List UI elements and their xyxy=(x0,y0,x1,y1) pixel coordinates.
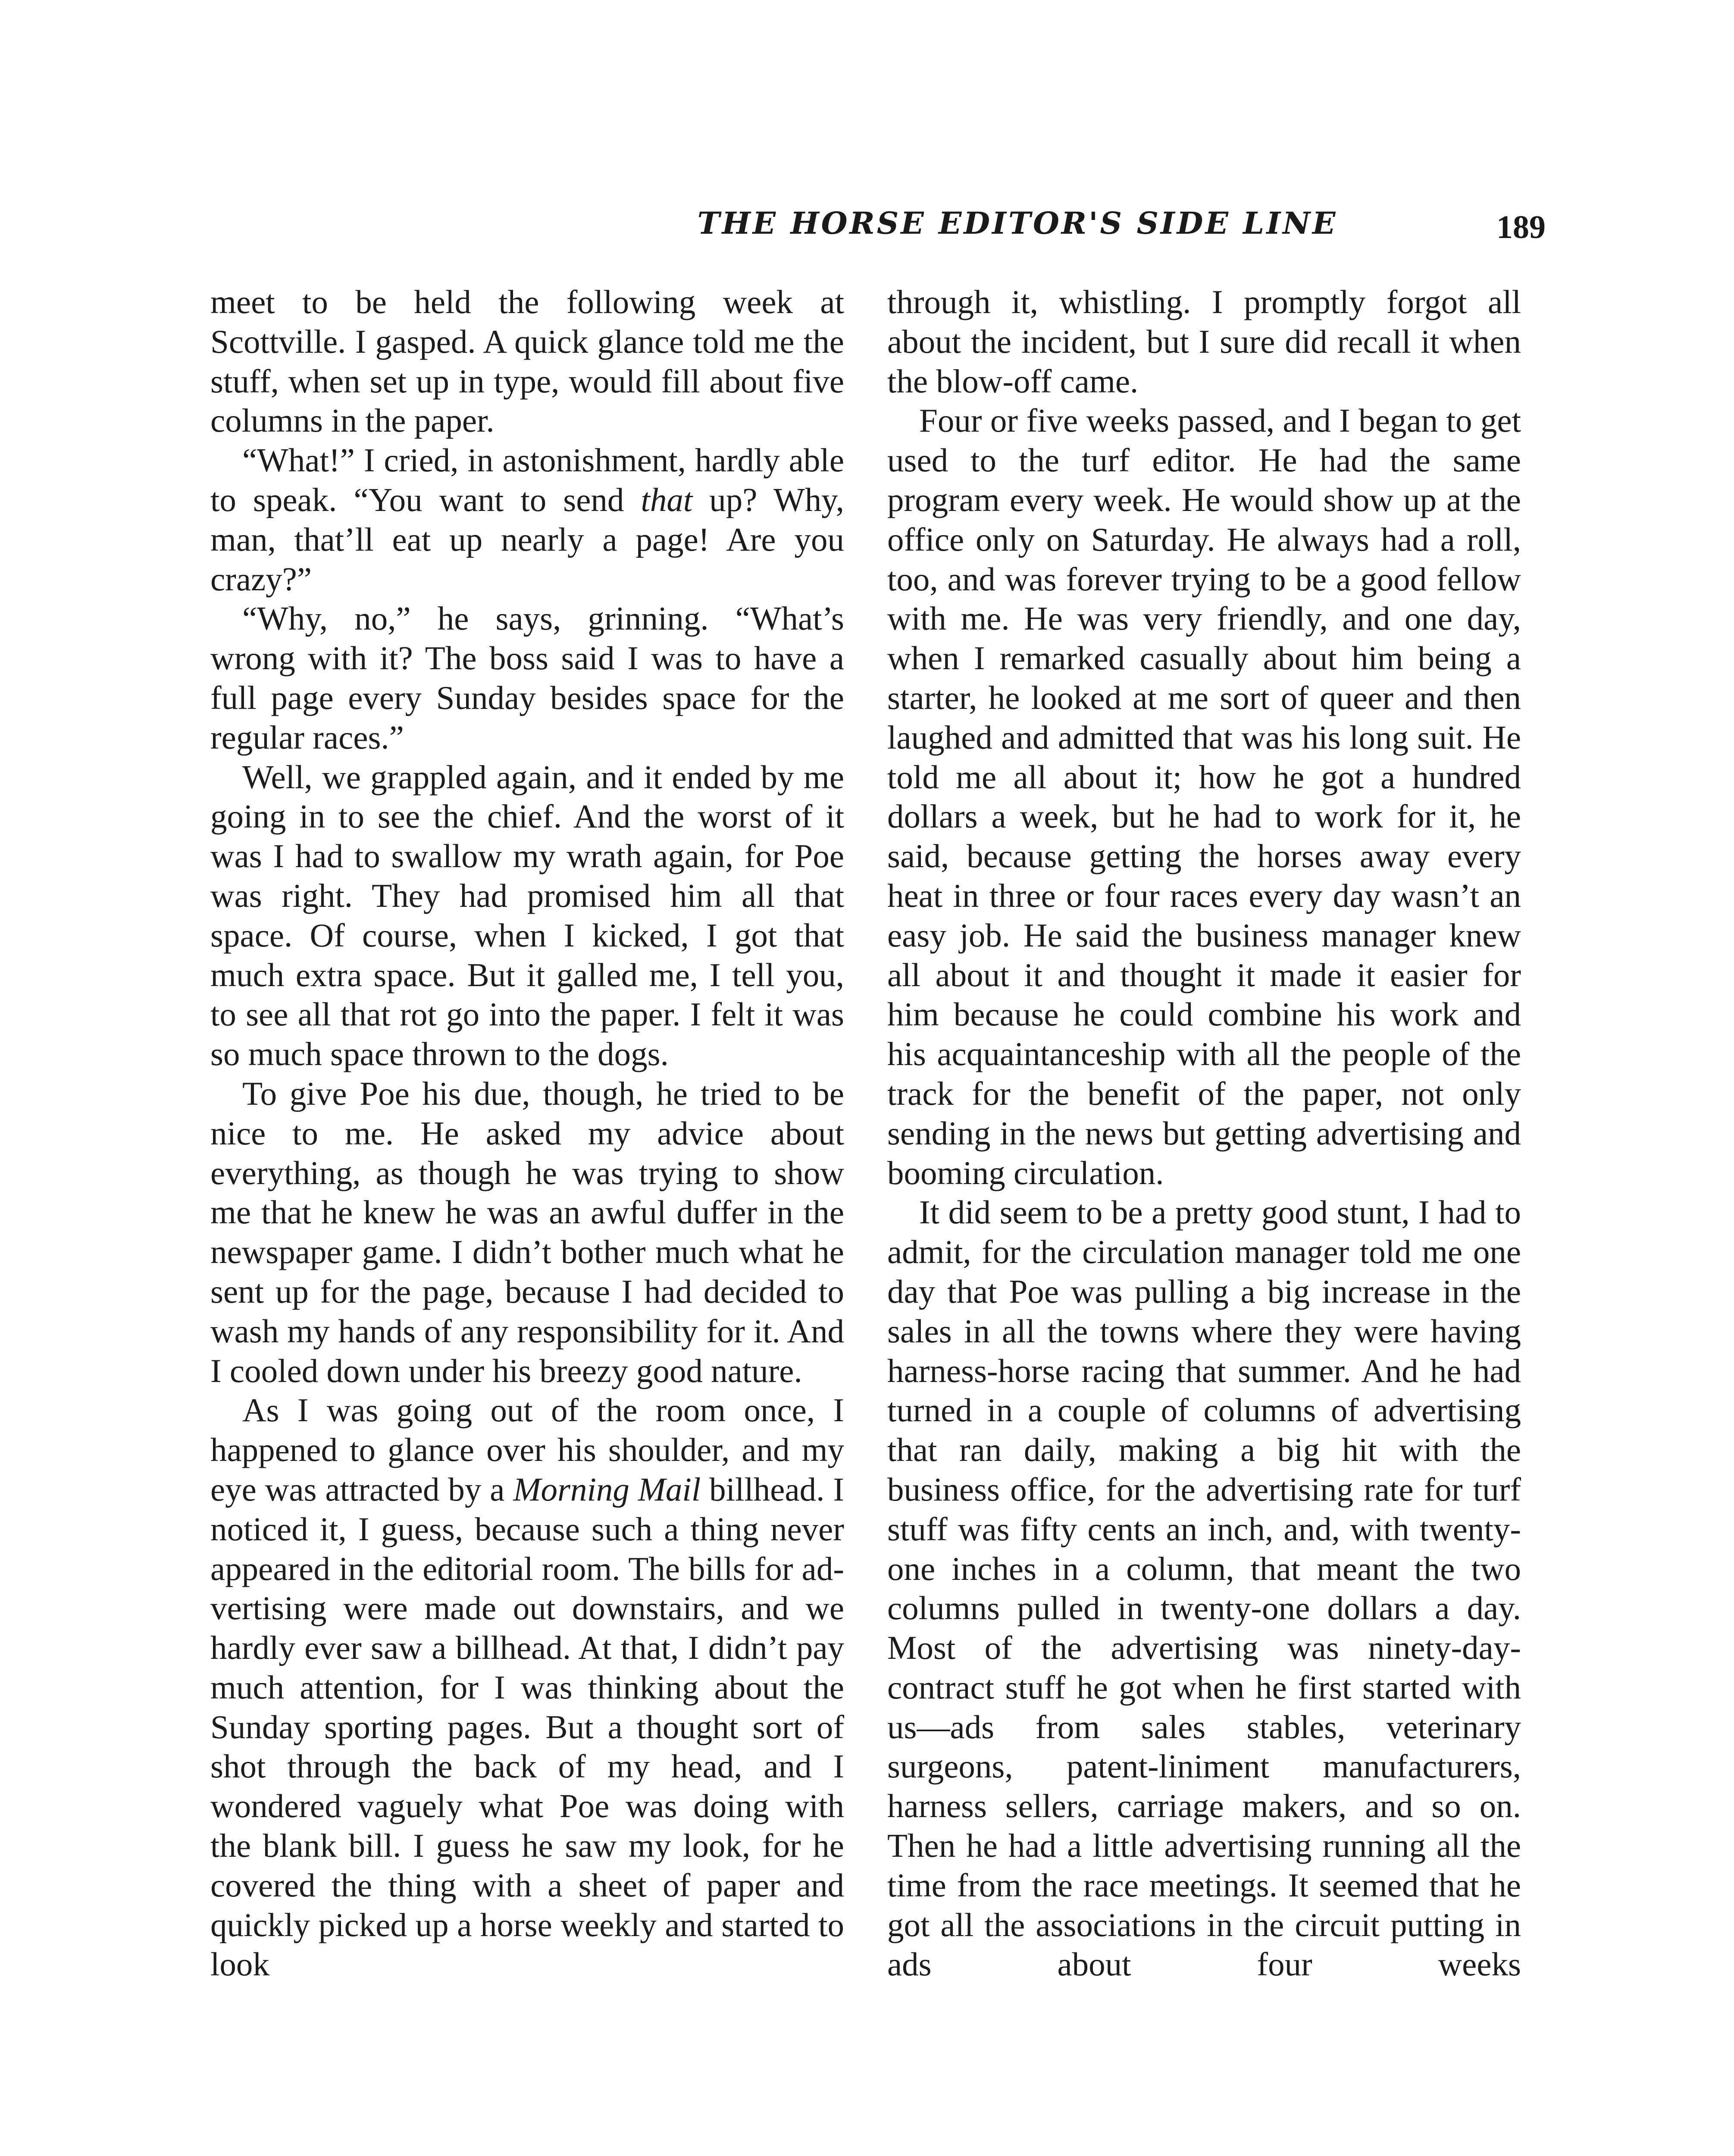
paragraph-text: As I was going out of the room once, I happened to glance over his shoulder, and my eye was attracted by a xyxy=(210,1391,844,1508)
paragraph: Four or five weeks passed, and I began to get used to the turf editor. He had the same program every week. He would show up at the office only on Saturday. He always had a roll, too, and was forever trying to be a good fellow with me. He was very friendly, and one day, when I remarked casually about him being a starter, he looked at me sort of queer and then laughed and admitted that was his long suit. He told me all about it; how he got a hundred dollars a week, but he had to work for it, he said, because getting the horses away every heat in three or four races every day wasn’t an easy job. He said the business manager knew all about it and thought it made it easier for him because he could combine his work and his acquaintanceship with all the people of the track for the benefit of the paper, not only sending in the news but getting advertising and booming circulation. xyxy=(887,402,1521,1191)
paragraph: It did seem to be a pretty good stunt, I had to admit, for the circulation manager told me one day that Poe was pulling a big increase in the sales in all the towns where they were having harness-horse racing that summer. And he had turned in a couple of columns of advertising that ran daily, making a big hit with the business office, for the advertising rate for turf stuff was fifty cents an inch, and, with twenty-one inches in a column, that meant the two columns pulled in twenty-one dollars a day. Most of the advertising was ninety-day-contract stuff he got when he first started with us—ads from sales stables, veterinary surgeons, patent-liniment manufacturers, harness sellers, carriage makers, and so on. Then he had a little advertising running all the time from the race meetings. It seemed that he got all the associations in the circuit putting in ads about four weeks xyxy=(887,1194,1521,1983)
text-column-left xyxy=(210,282,844,1984)
paragraph xyxy=(210,1391,844,1984)
paragraph: “Why, no,” he says, grinning. “What’s wrong with it? The boss said I was to have a full page every Sunday besides space for the regular races.” xyxy=(210,600,844,756)
paragraph xyxy=(210,441,844,599)
running-title: THE HORSE EDITOR'S SIDE LINE xyxy=(697,205,1338,241)
italic-title: Morning Mail xyxy=(513,1470,701,1508)
paragraph: through it, whistling. I promptly forgot all about the incident, but I sure did recall it when the blow-off came. xyxy=(887,283,1521,400)
paragraph-text: billhead. I noticed it, I guess, because such a thing never appeared in the editorial room. The bills for advertising were made out downstairs, and we hardly ever saw a billhead. At that, I didn’t pay much attention, for I was thinking about the Sunday sporting pages. But a thought sort of shot through the back of my head, and I wondered vaguely what Poe was doing with the blank bill. I guess he saw my look, for he covered the thing with a sheet of paper and quickly picked up a horse weekly and started to look xyxy=(210,1470,844,1983)
page-number: 189 xyxy=(1496,209,1546,245)
paragraph-text: “What!” I cried, in astonishment, hardly able to speak. “You want to send xyxy=(210,442,844,518)
paragraph: To give Poe his due, though, he tried to be nice to me. He asked my advice about everything, as though he was trying to show me that he knew he was an awful duffer in the newspaper game. I didn’t bother much what he sent up for the page, because I had decided to wash my hands of any responsibility for it. And I cooled down under his breezy good nature. xyxy=(210,1075,844,1389)
text-column-right xyxy=(887,282,1521,1984)
paragraph: Well, we grappled again, and it ended by me going in to see the chief. And the worst of it was I had to swallow my wrath again, for Poe was right. They had promised him all that space. Of course, when I kicked, I got that much extra space. But it galled me, I tell you, to see all that rot go into the paper. I felt it was so much space thrown to the dogs. xyxy=(210,758,844,1073)
paragraph-text: up? Why, man, that’ll eat up nearly a page! Are you crazy?” xyxy=(210,481,845,598)
italic-word: that xyxy=(641,481,693,518)
paragraph: meet to be held the following week at Scottville. I gasped. A quick glance told me the stuff, when set up in type, would fill about five columns in the paper. xyxy=(210,283,844,439)
